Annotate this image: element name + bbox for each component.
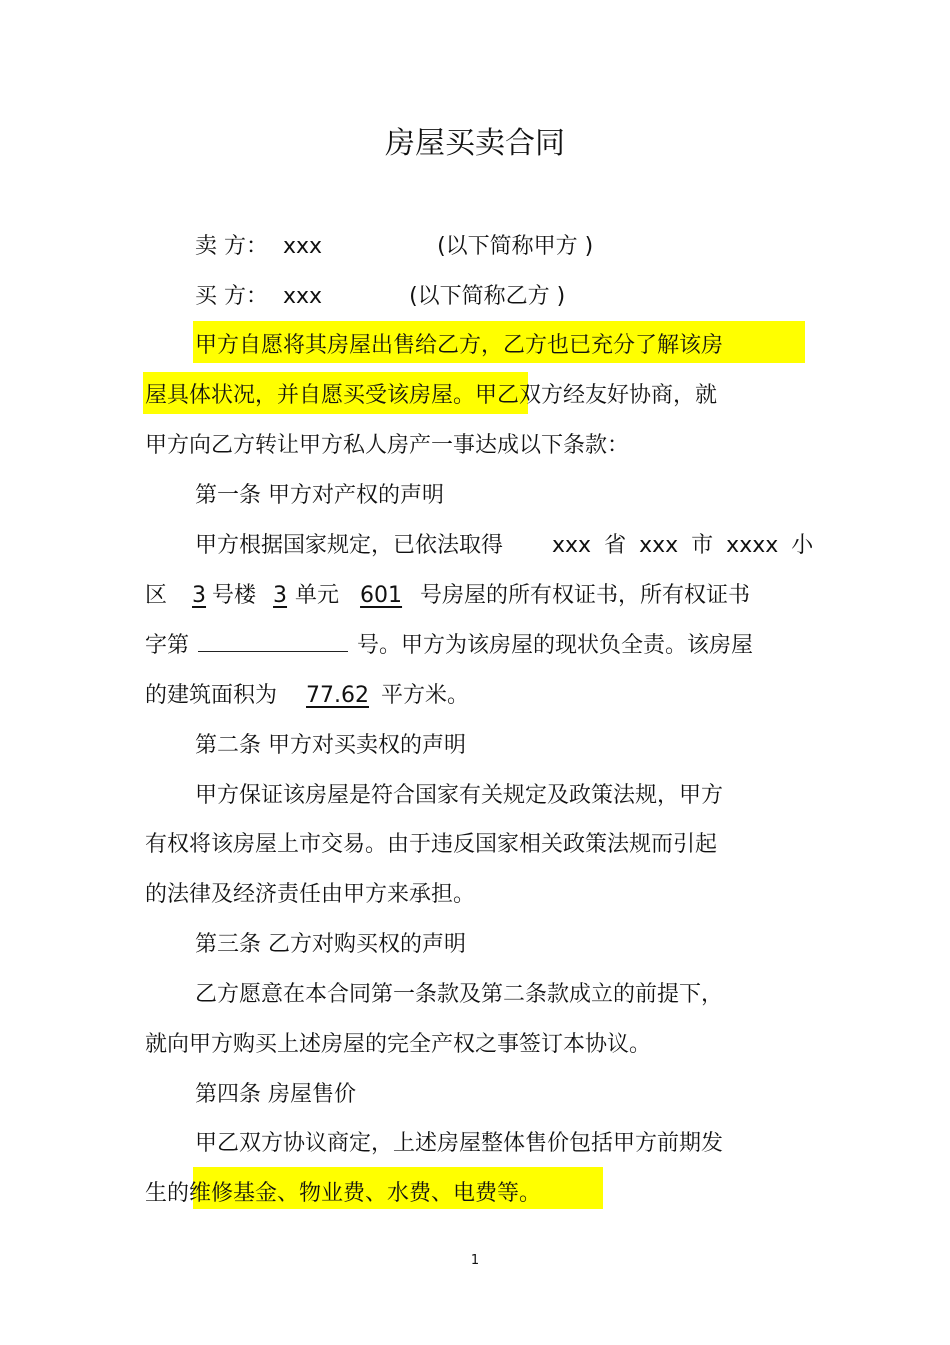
- buyer-label: 买 方：: [195, 284, 268, 309]
- building-number: 3: [192, 583, 207, 608]
- article-1-line-2: [145, 580, 750, 612]
- article-1-line-3: [145, 630, 753, 662]
- community-value: xxxx: [726, 533, 779, 558]
- article-2-line-3: 的法律及经济责任由甲方来承担。: [145, 882, 476, 907]
- intro-line-2: [145, 380, 717, 412]
- paragraph-text: 区: [145, 583, 168, 608]
- paragraph-text: 市: [691, 533, 714, 558]
- certificate-number-blank: [198, 631, 348, 652]
- city-value: xxx: [639, 533, 679, 558]
- room-number: 601: [360, 583, 403, 608]
- article-3-heading: 第三条 乙方对购买权的声明: [195, 932, 466, 957]
- paragraph-text: 号楼: [212, 583, 257, 608]
- intro-highlight-text: 甲方自愿将其房屋出售给乙方，乙方也已充分了解该房: [195, 333, 724, 358]
- article-4-line-1: 甲乙双方协议商定，上述房屋整体售价包括甲方前期发: [195, 1131, 724, 1156]
- page-number: 1: [470, 1253, 480, 1268]
- paragraph-text: 字第: [145, 633, 190, 658]
- buyer-line: [195, 281, 565, 313]
- intro-line-3: 甲方向乙方转让甲方私人房产一事达成以下条款：: [145, 433, 630, 458]
- buyer-alias: (以下简称乙方 ): [409, 284, 566, 309]
- document-title: 房屋买卖合同: [385, 126, 565, 161]
- area-value: 77.62: [306, 683, 369, 708]
- intro-line-1: [195, 330, 723, 362]
- paragraph-text: 号。甲方为该房屋的现状负全责。该房屋: [357, 633, 754, 658]
- article-4-line-2: [145, 1178, 541, 1210]
- article-1-line-4: [145, 680, 469, 712]
- paragraph-text: 生的: [145, 1181, 190, 1206]
- paragraph-text: 单元: [295, 583, 340, 608]
- paragraph-text: 小: [791, 533, 814, 558]
- article-4-heading: 第四条 房屋售价: [195, 1082, 356, 1107]
- paragraph-text: 的建筑面积为: [145, 683, 278, 708]
- article-2-line-1: 甲方保证该房屋是符合国家有关规定及政策法规，甲方: [195, 783, 724, 808]
- intro-highlight-text: 屋具体状况，并自愿买受该房屋。甲乙: [145, 383, 520, 408]
- unit-number: 3: [273, 583, 288, 608]
- article-3-line-1: 乙方愿意在本合同第一条款及第二条款成立的前提下，: [195, 982, 724, 1007]
- article-1-line-1: [195, 530, 813, 562]
- article-3-line-2: 就向甲方购买上述房屋的完全产权之事签订本协议。: [145, 1032, 652, 1057]
- article-2-line-2: 有权将该房屋上市交易。由于违反国家相关政策法规而引起: [145, 832, 718, 857]
- paragraph-text: 甲方根据国家规定，已依法取得: [195, 533, 504, 558]
- article-1-heading: 第一条 甲方对产权的声明: [195, 483, 444, 508]
- article-2-heading: 第二条 甲方对买卖权的声明: [195, 733, 466, 758]
- province-value: xxx: [552, 533, 592, 558]
- seller-name: xxx: [283, 234, 323, 259]
- intro-text: 双方经友好协商，就: [519, 383, 718, 408]
- seller-alias: (以下简称甲方 ): [437, 234, 594, 259]
- paragraph-text: 省: [604, 533, 627, 558]
- buyer-name: xxx: [283, 284, 323, 309]
- paragraph-text: 号房屋的所有权证书，所有权证书: [420, 583, 751, 608]
- paragraph-text: 平方米。: [381, 683, 470, 708]
- seller-line: [195, 231, 593, 263]
- fees-highlight-text: 维修基金、物业费、水费、电费等。: [189, 1181, 542, 1206]
- seller-label: 卖 方：: [195, 234, 268, 259]
